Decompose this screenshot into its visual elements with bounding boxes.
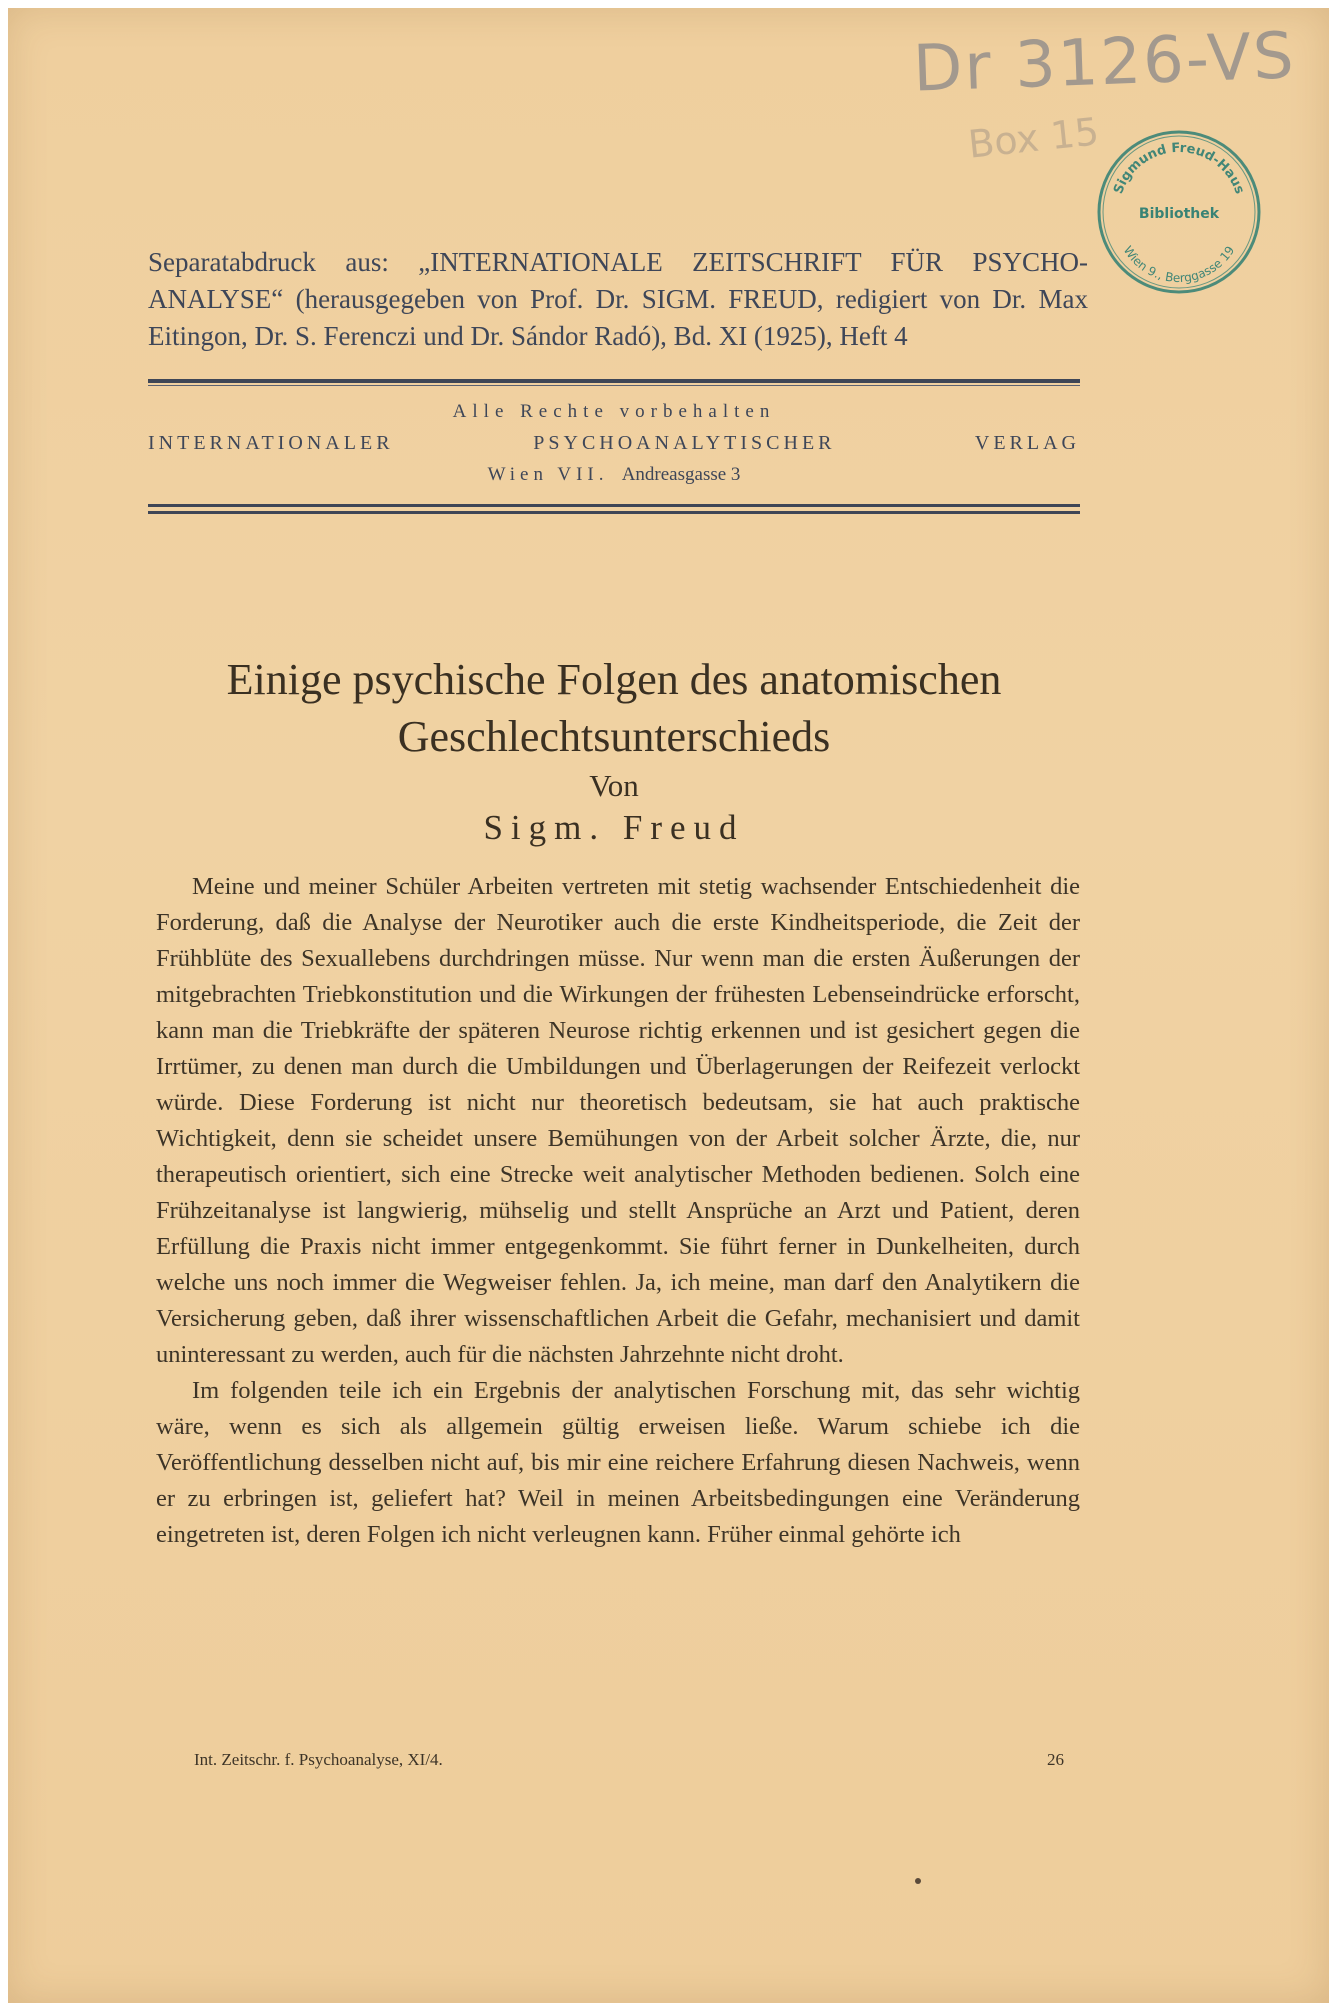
- library-stamp: [1093, 126, 1265, 298]
- svg-text:Bibliothek: Bibliothek: [1138, 206, 1220, 222]
- library-stamp-seal: [1093, 126, 1265, 298]
- svg-text:Sigmund Freud-Haus: Sigmund Freud-Haus: [1111, 140, 1247, 197]
- box-number-handwritten: Box 15: [966, 109, 1102, 167]
- article-body: [156, 869, 1080, 1553]
- document-page: [8, 8, 1329, 2003]
- body-paragraph: Meine und meiner Schüler Arbeiten vertreten mit stetig wachsender Entschiedenheit die Forderung, daß die Analyse der Neurotiker auch die erste Kindheitsperiode, die Zeit der Frühblüte des Sexuallebens durchdringen müsse. Nur wenn man die ersten Äußerungen der mitgebrachten Triebkonstitution und die Wirkungen der frühesten Lebenseindrücke erforscht, kann man die Triebkräfte der späteren Neurose richtig erkennen und ist gesichert gegen die Irrtümer, zu denen man durch die Umbildungen und Überlagerungen der Reifezeit verlockt würde. Diese Forderung ist nicht nur theoretisch bedeutsam, sie hat auch praktische Wichtigkeit, denn sie scheidet unsere Bemühungen von der Arbeit solcher Ärzte, die, nur therapeutisch orientiert, sich eine Strecke weit analytischer Methoden bedienen. Solch eine Frühzeitanalyse ist langwierig, mühselig und stellt Ansprüche an Arzt und Patient, deren Erfüllung die Praxis nicht immer entgegenkommt. Sie führt ferner in Dunkelheiten, durch welche uns noch immer die Wegweiser fehlen. Ja, ich meine, man darf den Analytikern die Versicherung geben, daß ihrer wissenschaftlichen Arbeit die Gefahr, mechanisiert und damit uninteressant zu werden, auch für die nächsten Jahrzehnte nicht droht.: [156, 873, 1080, 1368]
- rights-notice: Alle Rechte vorbehalten: [452, 401, 776, 422]
- separator-rule-upper: [148, 504, 1080, 507]
- header-rule: [148, 379, 1080, 383]
- publisher-name: INTERNATIONALER PSYCHOANALYTISCHER VERLAG: [148, 432, 1080, 454]
- article-author: Sigm. Freud: [483, 808, 745, 847]
- footer-page-number: 26: [1047, 1750, 1064, 1769]
- ink-spot: [915, 1878, 921, 1884]
- header-rule-thin: [148, 385, 1080, 386]
- publisher-city: Wien VII.: [487, 464, 609, 485]
- svg-text:Wien 9., Berggasse 19: Wien 9., Berggasse 19: [1120, 243, 1238, 286]
- body-paragraph: Im folgenden teile ich ein Ergebnis der analytischen Forschung mit, das sehr wichtig wäre, wenn es sich als allgemein gültig erweisen ließe. Warum schiebe ich die Veröffentlichung desselben nicht auf, bis mir eine reichere Erfahrung diesen Nachweis, wenn er zu erbringen ist, geliefert hat? Weil in meinen Arbeitsbedingungen eine Veränderung eingetreten ist, deren Folgen ich nicht verleugnen kann. Früher einmal gehörte ich: [156, 1377, 1080, 1548]
- footer-journal-reference: Int. Zeitschr. f. Psychoanalyse, XI/4.: [194, 1750, 443, 1769]
- publisher-street: Andreasgasse 3: [621, 464, 741, 485]
- separator-rule-lower: [148, 511, 1080, 514]
- archive-signature-handwritten: Dr 3126-VS: [911, 19, 1297, 107]
- publisher-address: [148, 464, 1080, 486]
- article-title: Einige psychische Folgen des anatomischen Geschlechtsunterschieds: [226, 655, 1002, 761]
- byline-von: Von: [589, 768, 639, 803]
- offprint-source-note: Separatabdruck aus: „INTERNATIONALE ZEITSCHRIFT FÜR PSYCHO-ANALYSE“ (herausgegeben von Prof. Dr. SIGM. FREUD, redigiert von Dr. Max Eitingon, Dr. S. Ferenczi und Dr. Sándor Radó), Bd. XI (1925), Heft 4: [148, 247, 1088, 351]
